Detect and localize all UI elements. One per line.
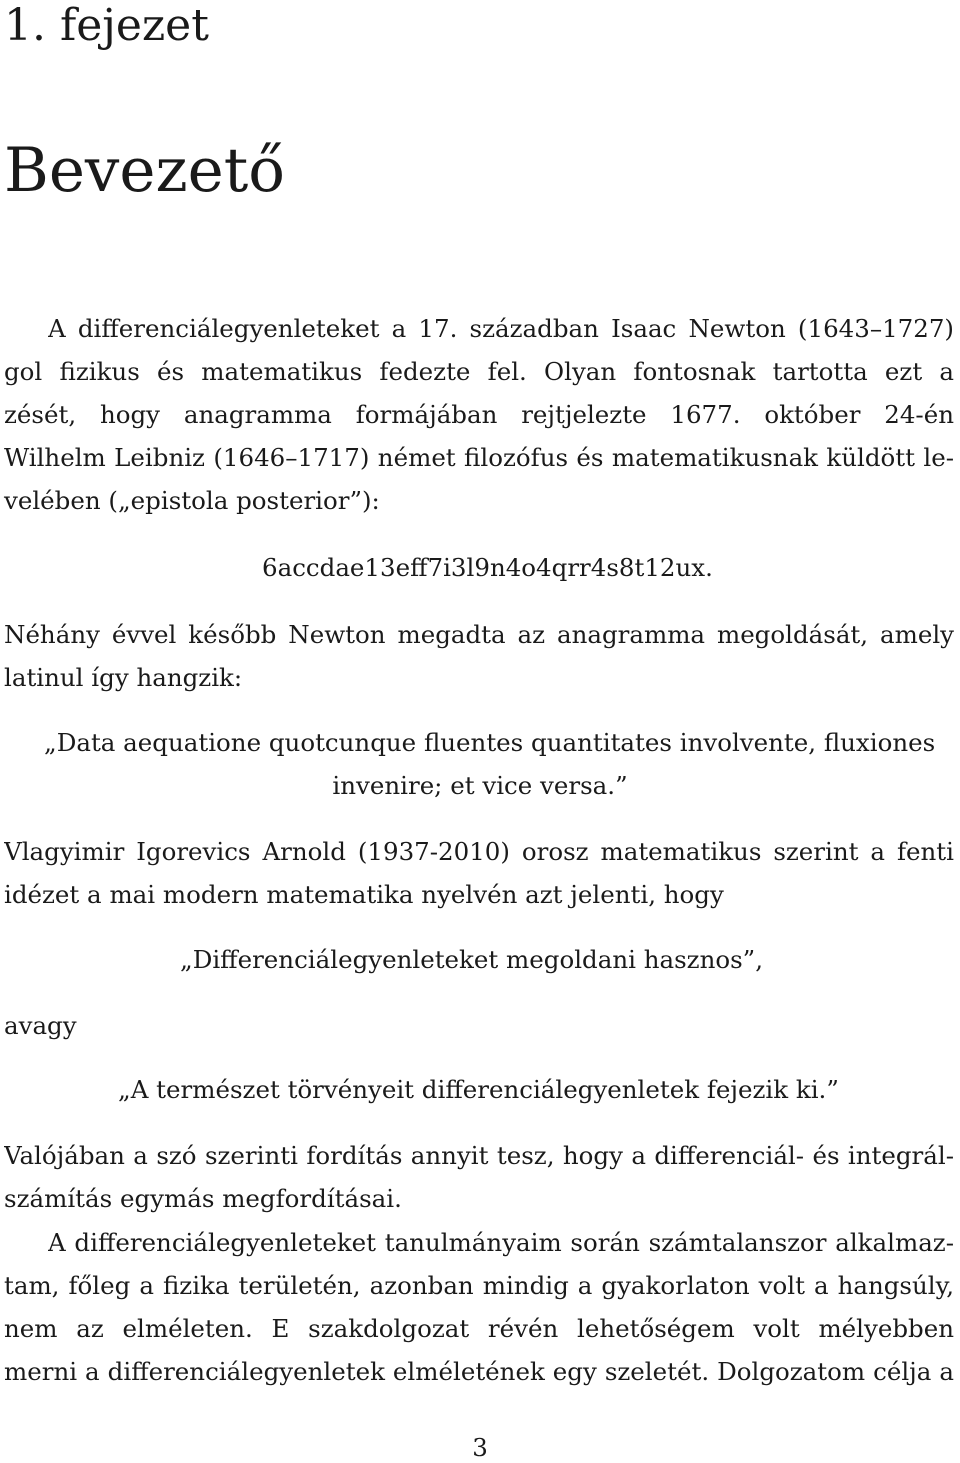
- paragraph-line: velében („epistola posterior”):: [4, 486, 380, 515]
- connector-word: avagy: [4, 1011, 77, 1040]
- chapter-label: 1. fejezet: [4, 0, 209, 51]
- paragraph-line: gol fizikus és matematikus fedezte fel. Olyan fontosnak tartotta ezt a: [4, 357, 954, 386]
- quote-differential-useful: „Differenciálegyenleteket megoldani hasznos”,: [180, 945, 763, 974]
- paragraph-line: A differenciálegyenleteket a 17. században Isaac Newton (1643–1727): [48, 314, 954, 343]
- paragraph-line: Vlagyimir Igorevics Arnold (1937-2010) orosz matematikus szerint a fenti: [4, 837, 954, 866]
- paragraph-line: Wilhelm Leibniz (1646–1717) német filozófus és matematikusnak küldött le-: [4, 443, 954, 472]
- page-number: 3: [472, 1433, 488, 1462]
- anagram-formula: 6accdae13eff7i3l9n4o4qrr4s8t12ux.: [262, 553, 713, 582]
- paragraph-line: számítás egymás megfordításai.: [4, 1184, 402, 1213]
- quote-line: invenire; et vice versa.”: [332, 771, 628, 800]
- paragraph-line: A differenciálegyenleteket tanulmányaim során számtalanszor alkalmaz-: [48, 1228, 954, 1257]
- paragraph-line: Néhány évvel később Newton megadta az anagramma megoldását, amely: [4, 620, 954, 649]
- paragraph-line: zését, hogy anagramma formájában rejtjelezte 1677. október 24-én: [4, 400, 954, 429]
- paragraph-line: Valójában a szó szerinti fordítás annyit tesz, hogy a differenciál- és integrál-: [4, 1141, 954, 1170]
- paragraph-line: nem az elméleten. E szakdolgozat révén lehetőségem volt mélyebben: [4, 1314, 954, 1343]
- paragraph-line: idézet a mai modern matematika nyelvén azt jelenti, hogy: [4, 880, 724, 909]
- quote-line: „Data aequatione quotcunque fluentes quantitates involvente, fluxiones: [44, 728, 936, 757]
- paragraph-line: tam, főleg a fizika területén, azonban mindig a gyakorlaton volt a hangsúly,: [4, 1271, 954, 1300]
- paragraph-line: merni a differenciálegyenletek elméletének egy szeletét. Dolgozatom célja a: [4, 1357, 954, 1386]
- chapter-title: Bevezető: [4, 135, 285, 206]
- quote-nature-laws: „A természet törvényeit differenciálegyenletek fejezik ki.”: [118, 1075, 839, 1104]
- paragraph-line: latinul így hangzik:: [4, 663, 243, 692]
